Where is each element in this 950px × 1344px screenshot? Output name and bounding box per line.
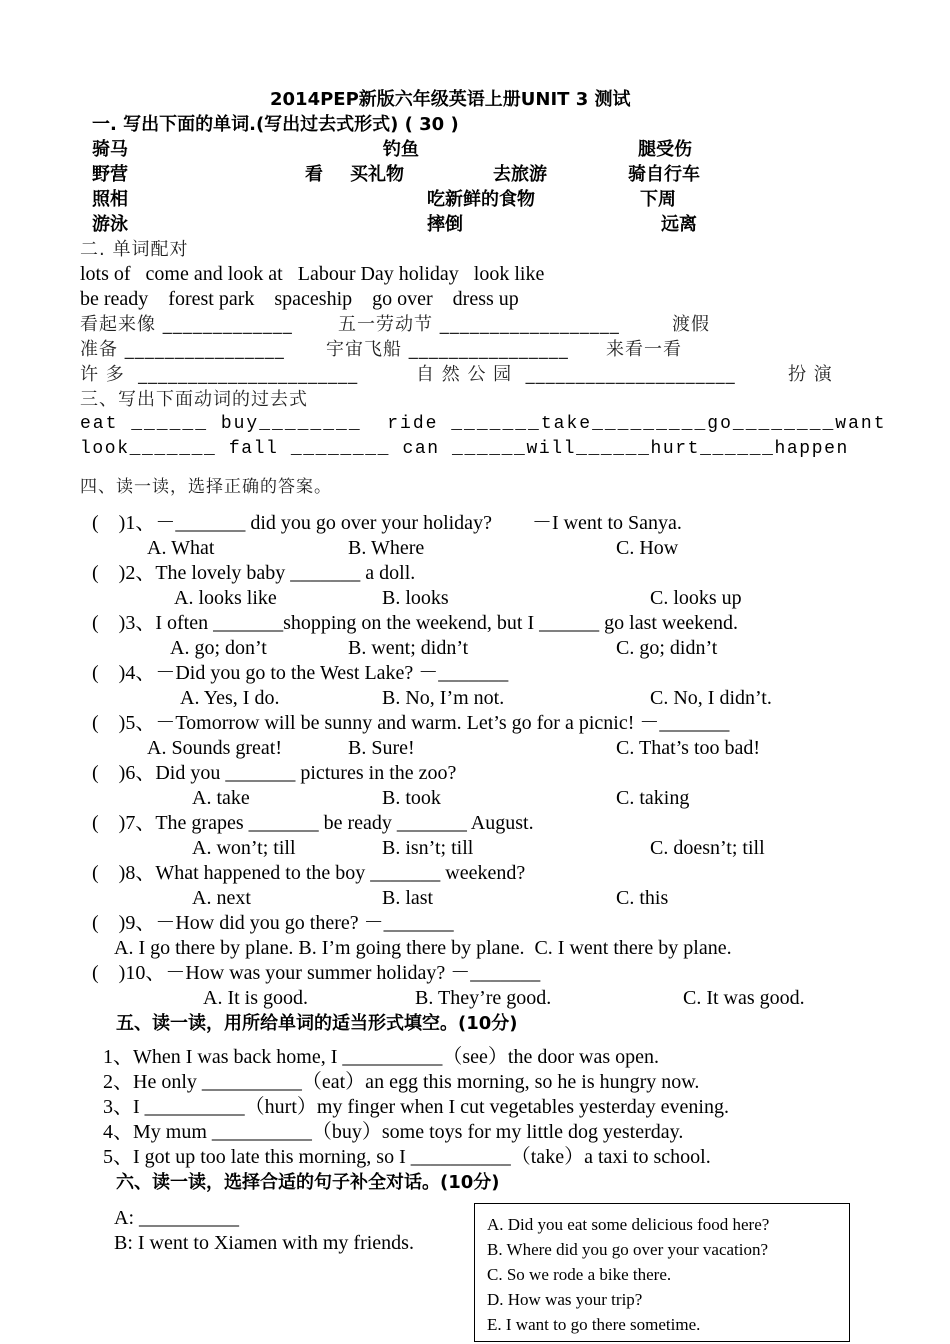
word-item: 看 — [305, 164, 323, 185]
match-item: 准备 ________________ — [80, 339, 292, 360]
option-b: B. No, I’m not. — [382, 687, 505, 709]
option-line: A. Did you eat some delicious food here? — [487, 1215, 770, 1234]
option-a: A. Sounds great! — [147, 737, 282, 759]
option-line: D. How was your trip? — [487, 1290, 643, 1309]
option-a: A. next — [192, 887, 251, 909]
option-c: C. taking — [616, 787, 690, 809]
section-1-heading: 一. 写出下面的单词.(写出过去式形式) ( 30 ) — [92, 114, 459, 135]
option-line: B. Where did you go over your vacation? — [487, 1240, 769, 1259]
word-item: 骑自行车 — [628, 164, 700, 185]
option-b: B. Sure! — [348, 737, 415, 759]
word-item: 骑马 — [92, 139, 128, 160]
question-3: ( )3、I often _______shopping on the weekend, but I ______ go last weekend. — [92, 612, 738, 634]
fill-item: 2、He only __________（eat）an egg this morning, so he is hungry now. — [103, 1071, 700, 1093]
section-5-heading: 五、读一读，用所给单词的适当形式填空。(10分) — [116, 1013, 518, 1034]
verb-line: look_______ fall ________ can ______will______hurt______happen — [80, 439, 849, 459]
option-b: B. last — [382, 887, 434, 909]
question-2: ( )2、The lovely baby _______ a doll. — [92, 562, 416, 584]
dialog-line-b: B: I went to Xiamen with my friends. — [114, 1232, 414, 1254]
option-a: A. What — [147, 537, 215, 559]
option-b: B. Where — [348, 537, 425, 559]
option-c: C. looks up — [650, 587, 742, 609]
fill-item: 1、When I was back home, I __________（see）the door was open. — [103, 1046, 659, 1068]
question-8: ( )8、What happened to the boy _______ weekend? — [92, 862, 526, 884]
word-item: 照相 — [92, 189, 128, 210]
match-item: 五一劳动节 __________________ — [338, 314, 627, 335]
options-box — [474, 1203, 850, 1342]
question-1: ( )1、－_______ did you go over your holiday? －I went to Sanya. — [92, 512, 682, 534]
match-item: 看起来像 _____________ — [80, 314, 300, 335]
match-item: 宇宙飞船 ________________ — [326, 339, 569, 360]
word-item: 游泳 — [92, 214, 128, 235]
option-c: C. this — [616, 887, 669, 909]
option-c: C. How — [616, 537, 679, 559]
option-a: A. take — [192, 787, 250, 809]
option-line: E. I want to go there sometime. — [487, 1315, 701, 1334]
option-a: A. It is good. — [203, 987, 308, 1009]
option-b: B. looks — [382, 587, 449, 609]
word-item: 远离 — [661, 214, 697, 235]
section-3-heading: 三、写出下面动词的过去式 — [80, 389, 308, 410]
match-item: 自 然 公 园 _____________________ — [416, 364, 743, 385]
word-item: 去旅游 — [493, 164, 547, 185]
word-item: 野营 — [92, 164, 128, 185]
option-c: C. It was good. — [683, 987, 805, 1009]
word-item: 钓鱼 — [383, 139, 419, 160]
fill-item: 3、I __________（hurt）my finger when I cut vegetables yesterday evening. — [103, 1096, 729, 1118]
fill-item: 5、I got up too late this morning, so I __________（take）a taxi to school. — [103, 1146, 711, 1168]
option-c: C. go; didn’t — [616, 637, 718, 659]
verb-line: eat ______ buy________ ride _______take_________go________want — [80, 414, 887, 434]
fill-item: 4、My mum __________（buy）some toys for my little dog yesterday. — [103, 1121, 684, 1143]
option-line: C. So we rode a bike there. — [487, 1265, 672, 1284]
option-c: C. No, I didn’t. — [650, 687, 772, 709]
option-b: B. took — [382, 787, 441, 809]
option-a: A. Yes, I do. — [180, 687, 280, 709]
option-c: C. doesn’t; till — [650, 837, 765, 859]
match-words-line: lots of come and look at Labour Day holiday look like — [80, 263, 545, 285]
option-b: B. went; didn’t — [348, 637, 469, 659]
section-2-heading: 二. 单词配对 — [80, 239, 189, 260]
match-item: 许 多 ______________________ — [80, 364, 365, 385]
question-10: ( )10、－How was your summer holiday? －_______ — [92, 962, 541, 984]
page-title: 2014PEP新版六年级英语上册UNIT 3 测试 — [270, 89, 631, 110]
question-9: ( )9、－How did you go there? －_______ — [92, 912, 454, 934]
dialog-line-a: A: __________ — [114, 1207, 239, 1229]
word-item: 下周 — [640, 189, 676, 210]
match-item: 渡假 — [672, 314, 710, 335]
option-a: A. won’t; till — [192, 837, 296, 859]
section-6-heading: 六、读一读，选择合适的句子补全对话。(10分) — [116, 1172, 500, 1193]
word-item: 腿受伤 — [638, 139, 692, 160]
option-b: B. isn’t; till — [382, 837, 474, 859]
options-line: A. I go there by plane. B. I’m going there by plane. C. I went there by plane. — [114, 937, 732, 959]
option-b: B. They’re good. — [415, 987, 552, 1009]
option-a: A. go; don’t — [170, 637, 267, 659]
section-4-heading: 四、读一读，选择正确的答案。 — [80, 477, 332, 497]
option-c: C. That’s too bad! — [616, 737, 761, 759]
match-words-line: be ready forest park spaceship go over dress up — [80, 288, 519, 310]
question-7: ( )7、The grapes _______ be ready _______ August. — [92, 812, 534, 834]
option-a: A. looks like — [174, 587, 277, 609]
question-6: ( )6、Did you _______ pictures in the zoo? — [92, 762, 457, 784]
question-4: ( )4、－Did you go to the West Lake? －_______ — [92, 662, 509, 684]
match-item: 扮 演 — [788, 364, 833, 385]
match-item: 来看一看 — [606, 339, 682, 360]
word-item: 吃新鲜的食物 — [427, 189, 535, 210]
word-item: 买礼物 — [350, 164, 404, 185]
question-5: ( )5、－Tomorrow will be sunny and warm. Let’s go for a picnic! －_______ — [92, 712, 730, 734]
word-item: 摔倒 — [427, 214, 463, 235]
